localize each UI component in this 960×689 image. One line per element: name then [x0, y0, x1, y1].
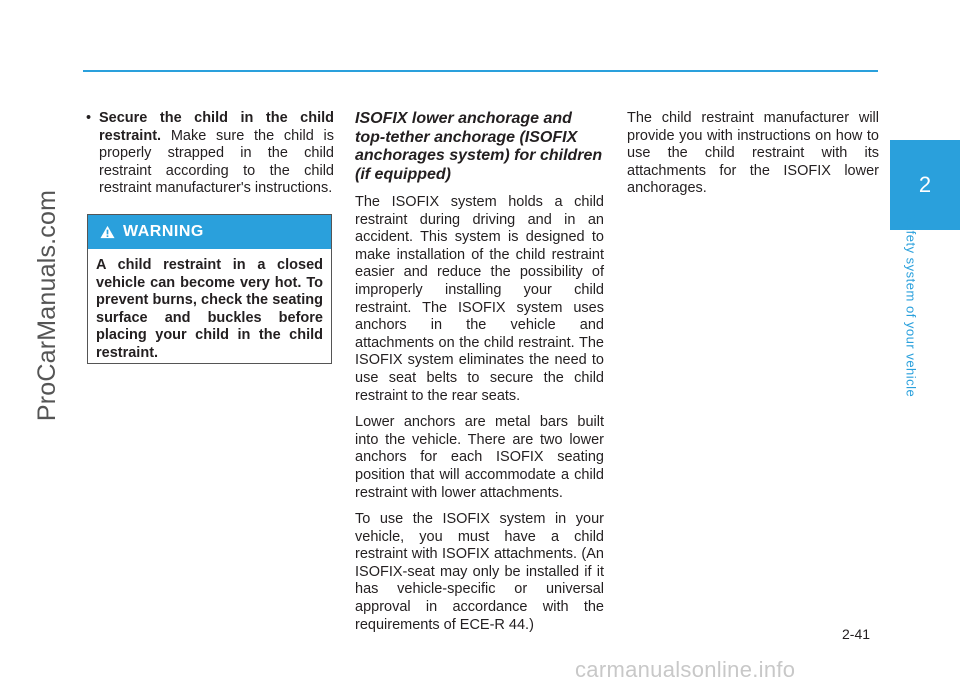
- paragraph-lower-anchors: Lower anchors are metal bars built into the vehicle. There are two lower anchors for each ISOFIX seating position that will accommodate a child restraint with lower attachments.: [355, 414, 604, 501]
- chapter-title-wrap: [893, 200, 929, 410]
- warning-header: [88, 215, 331, 249]
- paragraph-isofix-intro: The ISOFIX system holds a child restraint during driving and in an accident. This system is designed to make installation of the child restraint easier and reduce the possibility of improperly installing your child restraint. The ISOFIX system uses anchors in the vehicle and attachments on the child restraint. The ISOFIX system eliminates the need to use seat belts to secure the child restraint to the rear seats.: [355, 194, 604, 404]
- warning-box: [87, 214, 332, 364]
- section-heading: ISOFIX lower anchorage and top-tether anchorage (ISOFIX anchorages system) for children (if equipped): [355, 110, 603, 183]
- site-watermark: carmanualsonline.info: [575, 657, 796, 682]
- warning-triangle-icon: [100, 225, 115, 239]
- chapter-number: 2: [918, 172, 932, 197]
- bullet-text: Make sure the child is properly strapped in the child restraint according to the child restraint manufacturer's instructions.: [99, 127, 334, 197]
- column-1: [86, 110, 334, 364]
- page-number: 2-41: [842, 626, 871, 642]
- side-watermark: [28, 70, 68, 540]
- column-3: [627, 110, 879, 207]
- column-2: [355, 110, 604, 643]
- side-watermark-text: ProCarManuals.com: [33, 189, 62, 421]
- warning-body: A child restraint in a closed vehicle can become very hot. To prevent burns, check the seating surface and buckles before placing your child in the child restraint.: [96, 256, 323, 361]
- top-rule: [83, 70, 878, 72]
- paragraph-isofix-usage: To use the ISOFIX system in your vehicle, you must have a child restraint with ISOFIX attachments. (An ISOFIX-seat may only be installed if it has vehicle-specific or universal approval in accordance with the requirements of ECE-R 44.): [355, 511, 604, 633]
- bullet-secure-child: [86, 110, 334, 198]
- bullet-bold-text: Secure the child in the child restraint.: [99, 110, 334, 144]
- paragraph-manufacturer-instructions: The child restraint manufacturer will provide you with instructions on how to use the child restraint with its attachments for the ISOFIX lower anchorages.: [627, 110, 879, 197]
- warning-title: WARNING: [123, 223, 204, 241]
- chapter-title: Safety system of your vehicle: [903, 213, 919, 397]
